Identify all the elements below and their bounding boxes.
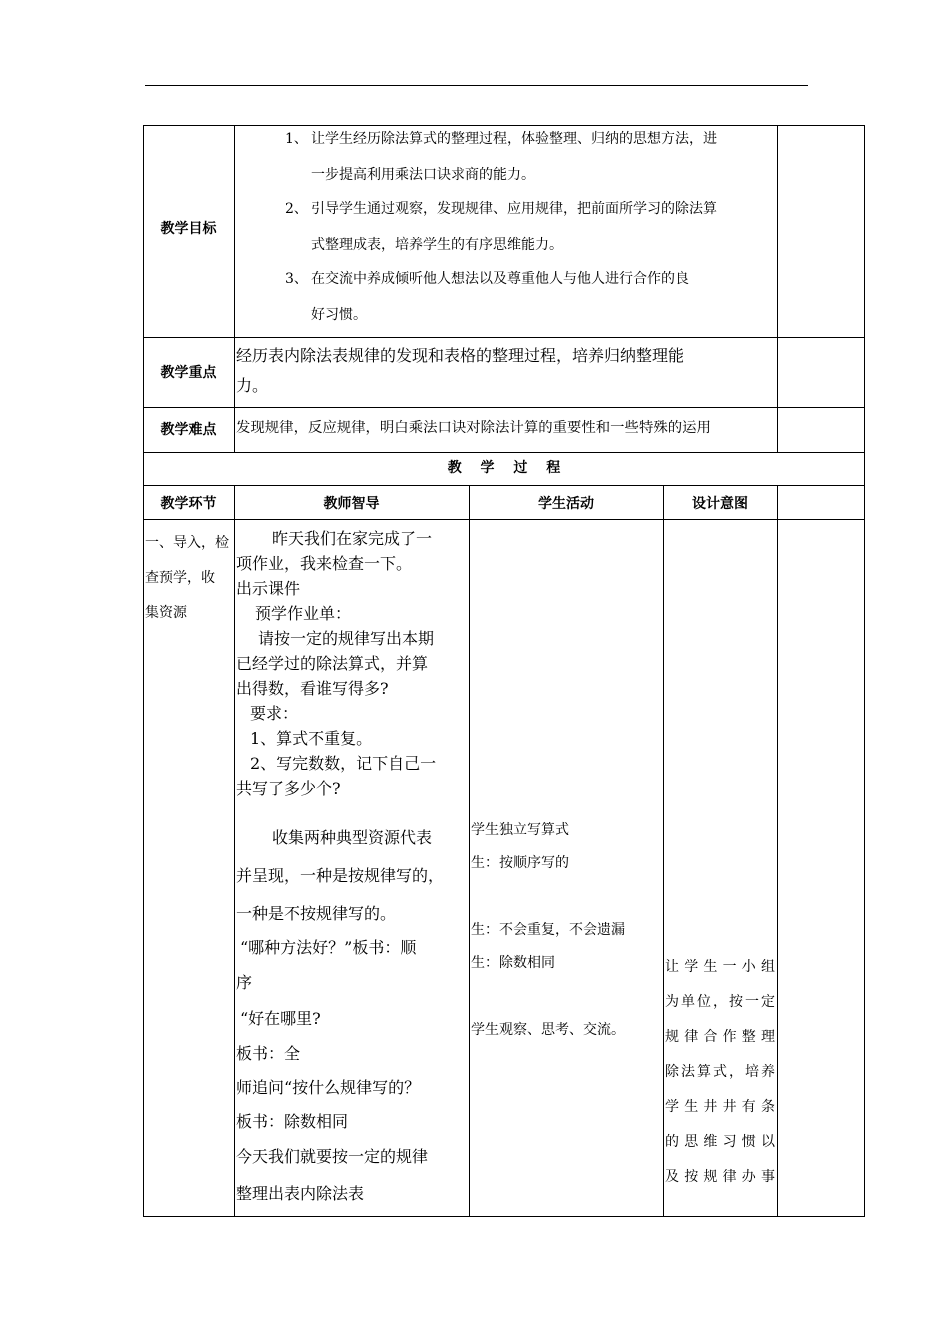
teacher-line: “好在哪里? [240,1009,321,1028]
student-column-divider [663,485,664,1216]
table-border-bottom [143,1216,865,1217]
key-points-line: 经历表内除法表规律的发现和表格的整理过程，培养归纳整理能 [236,346,685,365]
row-divider [143,485,865,486]
student-line: 学生独立写算式 [471,822,569,838]
teacher-line: “哪种方法好？”板书：顺 [240,938,417,957]
teacher-line: 一种是不按规律写的。 [236,904,397,923]
objective-number: 3、 [285,271,308,287]
teacher-line: 板书：全 [236,1044,301,1063]
row-divider [143,519,865,520]
teacher-line: 已经学过的除法算式，并算 [236,654,429,673]
stage-cell [145,526,237,631]
objectives-label: 教学目标 [160,221,217,237]
table-border-left [143,125,144,1216]
table-border-right [864,125,865,1216]
objective-text: 在交流中养成倾听他人想法以及尊重他人与他人进行合作的良 [311,271,689,287]
intent-line: 的思维习惯以 [665,1134,775,1150]
process-title: 教 学 过 程 [447,460,561,476]
column-header-stage: 教学环节 [160,496,217,512]
teacher-line: 请按一定的规律写出本期 [258,629,435,648]
teacher-column-divider [469,485,470,1216]
intent-line: 学生井井有条 [665,1099,775,1115]
key-points-line: 力。 [236,376,269,395]
objective-text: 好习惯。 [311,307,367,323]
teacher-line: 整理出表内除法表 [236,1184,365,1203]
row-divider [143,452,865,453]
objective-item [285,197,775,257]
difficulties-label: 教学难点 [160,422,217,438]
objective-text: 一步提高利用乘法口诀求商的能力。 [311,167,535,183]
objective-text: 引导学生通过观察，发现规律、应用规律，把前面所学习的除法算 [311,201,717,217]
row-divider [143,337,865,338]
table-inner-right-lower [777,485,778,1216]
label-column-divider [234,125,235,452]
intent-line: 及按规律办事 [665,1169,775,1185]
student-line: 生：除数相同 [471,955,555,971]
teacher-line: 出得数，看谁写得多? [236,679,389,698]
column-header-teacher: 教师智导 [323,496,380,512]
stage-line: 一、导入，检 [145,535,229,551]
column-header-student: 学生活动 [538,496,594,512]
teacher-line: 要求： [250,704,299,723]
objective-number: 1、 [285,131,308,147]
intent-line: 让学生一小组 [665,959,775,975]
intent-line: 除法算式，培养 [665,1064,775,1080]
teacher-line: 2、写完数数，记下自己一 [250,754,437,773]
stage-line: 集资源 [145,605,187,621]
teacher-line: 序 [236,973,253,992]
teacher-line: 1、算式不重复。 [250,729,373,748]
teacher-line: 并呈现，一种是按规律写的， [236,866,445,885]
intent-cell [665,950,775,1195]
intent-line: 规律合作整理 [665,1029,775,1045]
table-inner-right [777,125,778,452]
student-line: 生：按顺序写的 [471,855,569,871]
key-points-text [236,341,776,401]
teacher-line: 收集两种典型资源代表 [272,828,433,847]
objective-item [285,267,775,327]
student-line: 生：不会重复，不会遗漏 [471,922,625,938]
teacher-line: 出示课件 [236,579,301,598]
teacher-line: 项作业，我来检查一下。 [236,554,413,573]
objective-text: 式整理成表，培养学生的有序思维能力。 [311,237,563,253]
teacher-line: 共写了多少个? [236,779,341,798]
teacher-line: 今天我们就要按一定的规律 [236,1147,429,1166]
header-rule [145,85,808,86]
key-points-label: 教学重点 [160,365,217,381]
objective-item [285,127,775,187]
difficulties-text: 发现规律，反应规律，明白乘法口诀对除法计算的重要性和一些特殊的运用 [236,420,711,436]
intent-line: 为单位，按一定 [665,994,775,1010]
teacher-line: 昨天我们在家完成了一 [272,529,433,548]
teacher-line: 预学作业单： [255,604,352,623]
stage-line: 查预学，收 [145,570,215,586]
objective-text: 让学生经历除法算式的整理过程，体验整理、归纳的思想方法，进 [311,131,717,147]
table-border-top [143,125,865,126]
teacher-line: 师追问“按什么规律写的？ [236,1078,421,1097]
student-line: 学生观察、思考、交流。 [471,1022,625,1038]
objective-number: 2、 [285,201,308,217]
row-divider [143,407,865,408]
column-header-intent: 设计意图 [692,496,748,512]
teacher-line: 板书：除数相同 [236,1112,349,1131]
